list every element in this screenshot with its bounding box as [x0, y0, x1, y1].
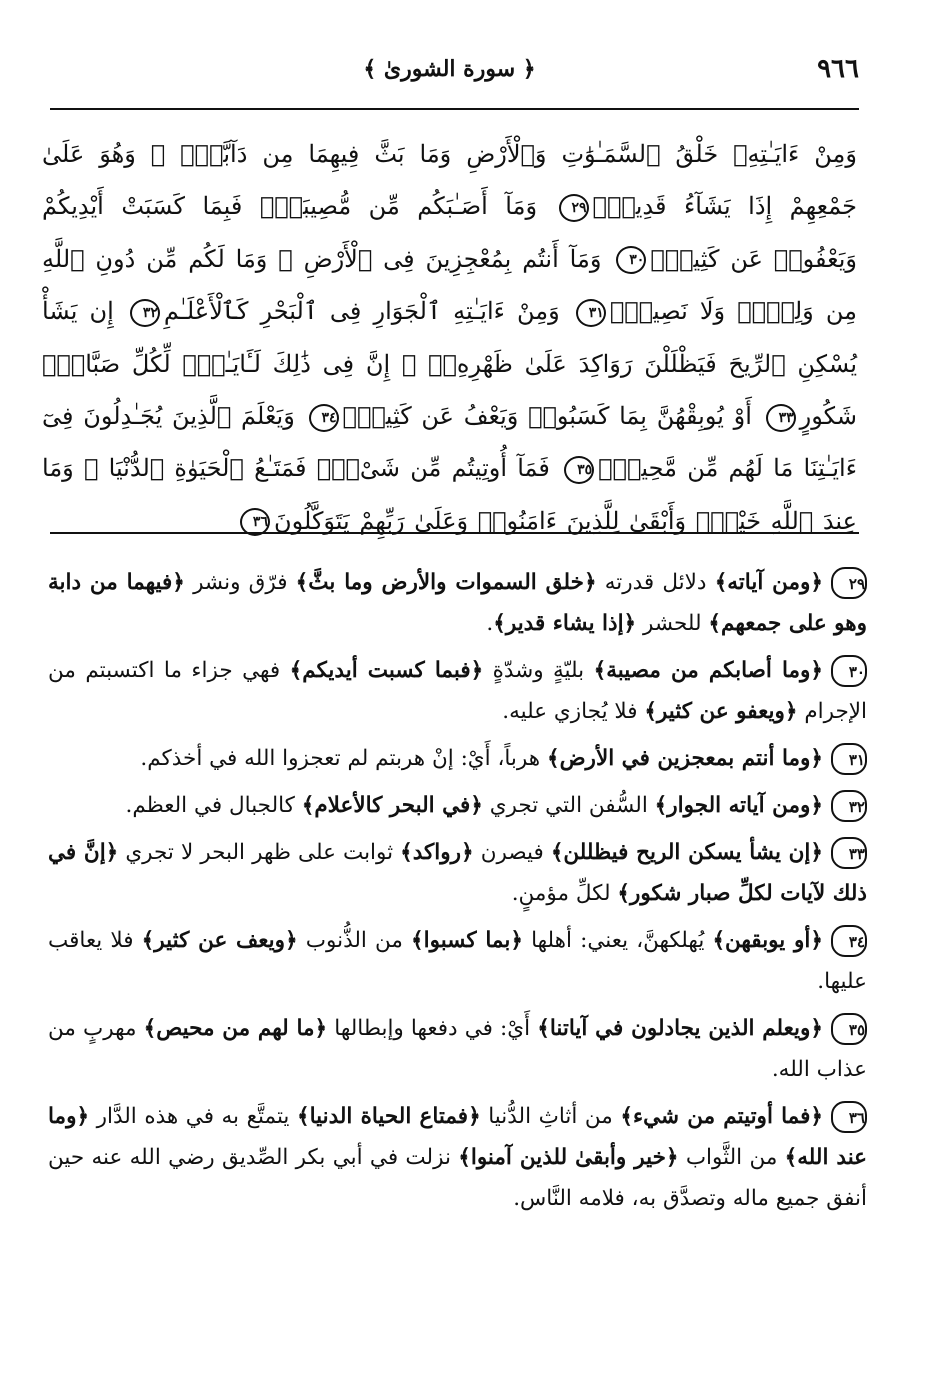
explanation-text: السُّفن التي تجري [482, 793, 655, 818]
explanation-text: يُهلكهنَّ، يعني: أهلها [522, 928, 713, 953]
explanation-text: من أثاثِ الدُّنيا [480, 1104, 621, 1129]
page-header [40, 54, 859, 94]
explanation-text: يتمتَّع به في هذه الدَّار [89, 1104, 297, 1129]
ayah-number-marker: ٣٥ [564, 456, 594, 484]
explanation-text: بليّةٍ وشدّةٍ [483, 658, 594, 683]
explanation-text: فهي جزاء ما اكتسبتم من الإجرام [48, 658, 867, 724]
verse-number-badge: ٣٠ [831, 655, 867, 687]
quoted-verse: ﴿خير وأبقىٰ للذين آمنوا﴾ [458, 1145, 679, 1170]
ayah-number-marker: ٣٠ [616, 246, 646, 274]
verse-text: وَمَآ أَصَـٰبَكُم مِّن مُّصِيبَةٍۢ فَبِمَا كَسَبَتْ أَيْدِيكُمْ وَيَعْفُوا۟ عَن كَثِيرٍۢ [42, 192, 857, 273]
page-number: ٩٦٦ [817, 54, 859, 84]
quoted-verse: ﴿في البحر كالأعلام﴾ [301, 793, 483, 818]
quoted-verse: ﴿وما عند الله﴾ [48, 1104, 868, 1170]
verse-number-badge: ٢٩ [831, 567, 867, 599]
explanation-text: أَيْ: في دفعها وإبطالها [327, 1016, 538, 1041]
quoted-verse: ﴿إنَّ في ذلك لآيات لكلِّ صبار شكور﴾ [48, 840, 867, 906]
verse-number-badge: ٣٥ [831, 1013, 867, 1045]
commentary-entry [48, 920, 867, 1002]
verse-text: وَيَعْلَمَ ٱلَّذِينَ يُجَـٰدِلُونَ فِىٓ ءَايَـٰتِنَا مَا لَهُم مِّن مَّحِيصٍۢ [42, 402, 857, 483]
ayah-number-marker: ٣٣ [766, 404, 796, 432]
explanation-text: هرباً، أَيْ: إنْ هربتم لم تعجزوا الله في أخذكم. [140, 746, 547, 771]
verse-text: أَوْ يُوبِقْهُنَّ بِمَا كَسَبُوا۟ وَيَعْفُ عَن كَثِيرٍۢ [342, 402, 752, 431]
quoted-verse: ﴿فيهما من دابة وهو على جمعهم﴾ [48, 570, 867, 636]
verse-text: وَمَآ أَنتُم بِمُعْجِزِينَ فِى ٱلْأَرْضِ ۖ وَمَا لَكُم مِّن دُونِ ٱللَّهِ مِن وَلِىٍّۢ وَلَا نَصِيرٍۢ [42, 244, 857, 326]
verse-text: وَمِنْ ءَايَـٰتِهِۦ خَلْقُ ٱلسَّمَـٰوَٰتِ وَٱلْأَرْضِ وَمَا بَثَّ فِيهِمَا مِن دَآبَّةٍۢ ۚ وَهُوَ عَلَىٰ جَمْعِهِمْ إِذَا يَشَآءُ قَدِيرٌۭ [42, 140, 857, 221]
verse-number-badge: ٣١ [831, 743, 867, 775]
explanation-text: لكلِّ مؤمنٍ. [511, 881, 618, 906]
verse-text: وَمِنْ ءَايَـٰتِهِ ٱلْجَوَارِ فِى ٱلْبَحْرِ كَٱلْأَعْلَـٰمِ [163, 297, 560, 326]
ayah-number-marker: ٣٦ [240, 508, 270, 536]
commentary-entry [48, 1096, 867, 1219]
quoted-verse: ﴿وما أنتم بمعجزين في الأرض﴾ [546, 746, 823, 771]
quoted-verse: ﴿رواكد﴾ [400, 840, 474, 865]
explanation-text: دلائل قدرته [596, 570, 715, 595]
ayah-number-marker: ٢٩ [559, 194, 589, 222]
explanation-text: من الثَّواب [678, 1145, 785, 1170]
quoted-verse: ﴿فمتاع الحياة الدنيا﴾ [296, 1104, 481, 1129]
explanation-text: . [486, 611, 494, 636]
quoted-verse: ﴿ومن آياته﴾ [714, 570, 824, 595]
explanation-text: فيصرن [473, 840, 551, 865]
quoted-verse: ﴿أو يوبقهن﴾ [712, 928, 823, 953]
commentary-entry [48, 650, 867, 732]
explanation-text: نزلت في أبي بكر الصِّديق رضي الله عنه حين أنفق جميع ماله وتصدَّق به، فلامه النَّاس. [48, 1145, 867, 1211]
commentary-entry [48, 1008, 867, 1090]
commentary-entry [48, 832, 867, 914]
quoted-verse: ﴿إذا يشاء قدير﴾ [493, 611, 637, 636]
tafsir-commentary [48, 562, 867, 1225]
explanation-text: فلا يُجازي عليه. [502, 699, 645, 724]
quran-verses [42, 128, 857, 547]
quoted-verse: ﴿خلق السموات والأرض وما بثَّ﴾ [295, 570, 597, 595]
section-divider [50, 532, 859, 534]
commentary-entry [48, 738, 867, 779]
quoted-verse: ﴿ما لهم من محيص﴾ [143, 1016, 328, 1041]
verse-number-badge: ٣٤ [831, 925, 867, 957]
explanation-text: مهربٍ من عذاب الله. [48, 1016, 867, 1082]
quoted-verse: ﴿ويعلم الذين يجادلون في آياتنا﴾ [537, 1016, 824, 1041]
quoted-verse: ﴿ويعف عن كثير﴾ [141, 928, 298, 953]
verse-number-badge: ٣٣ [831, 837, 867, 869]
explanation-text: من الذُّنوب [297, 928, 412, 953]
explanation-text: فلا يعاقب عليها. [48, 928, 867, 994]
verse-number-badge: ٣٦ [831, 1101, 867, 1133]
verse-text: إِن يَشَأْ يُسْكِنِ ٱلرِّيحَ فَيَظْلَلْنَ رَوَاكِدَ عَلَىٰ ظَهْرِهِۦٓ ۚ إِنَّ فِى ذَٰلِكَ لَـَٔايَـٰتٍۢ لِّكُلِّ صَبَّارٍۢ شَكُورٍ [42, 297, 858, 431]
commentary-entry [48, 785, 867, 826]
header-divider [50, 108, 859, 110]
commentary-entry [48, 562, 867, 644]
explanation-text: للحشر [636, 611, 709, 636]
surah-title: ﴿ سورة الشورىٰ ﴾ [363, 56, 536, 82]
quoted-verse: ﴿فما أوتيتم من شيء﴾ [620, 1104, 823, 1129]
verse-text: فَمَآ أُوتِيتُم مِّن شَىْءٍۢ فَمَتَـٰعُ ٱلْحَيَوٰةِ ٱلدُّنْيَا ۖ وَمَا عِندَ ٱللَّهِ خَيْرٌۭ وَأَبْقَىٰ لِلَّذِينَ ءَامَنُوا۟ وَعَلَىٰ رَبِّهِمْ يَتَوَكَّلُونَ [42, 454, 857, 535]
explanation-text: ثوابت على ظهر البحر لا تجري [118, 840, 401, 865]
ayah-number-marker: ٣٢ [130, 299, 160, 327]
quoted-verse: ﴿وما أصابكم من مصيبة﴾ [593, 658, 823, 683]
quoted-verse: ﴿فبما كسبت أيديكم﴾ [289, 658, 484, 683]
ayah-number-marker: ٣٤ [309, 404, 339, 432]
explanation-text: فرّق ونشر [184, 570, 296, 595]
ayah-number-marker: ٣١ [576, 299, 606, 327]
quoted-verse: ﴿بما كسبوا﴾ [411, 928, 523, 953]
explanation-text: كالجبال في العظم. [125, 793, 302, 818]
quoted-verse: ﴿ويعفو عن كثير﴾ [644, 699, 798, 724]
verse-number-badge: ٣٢ [831, 790, 867, 822]
quoted-verse: ﴿إن يشأ يسكن الريح فيظللن﴾ [550, 840, 823, 865]
quoted-verse: ﴿ومن آياته الجوار﴾ [654, 793, 823, 818]
